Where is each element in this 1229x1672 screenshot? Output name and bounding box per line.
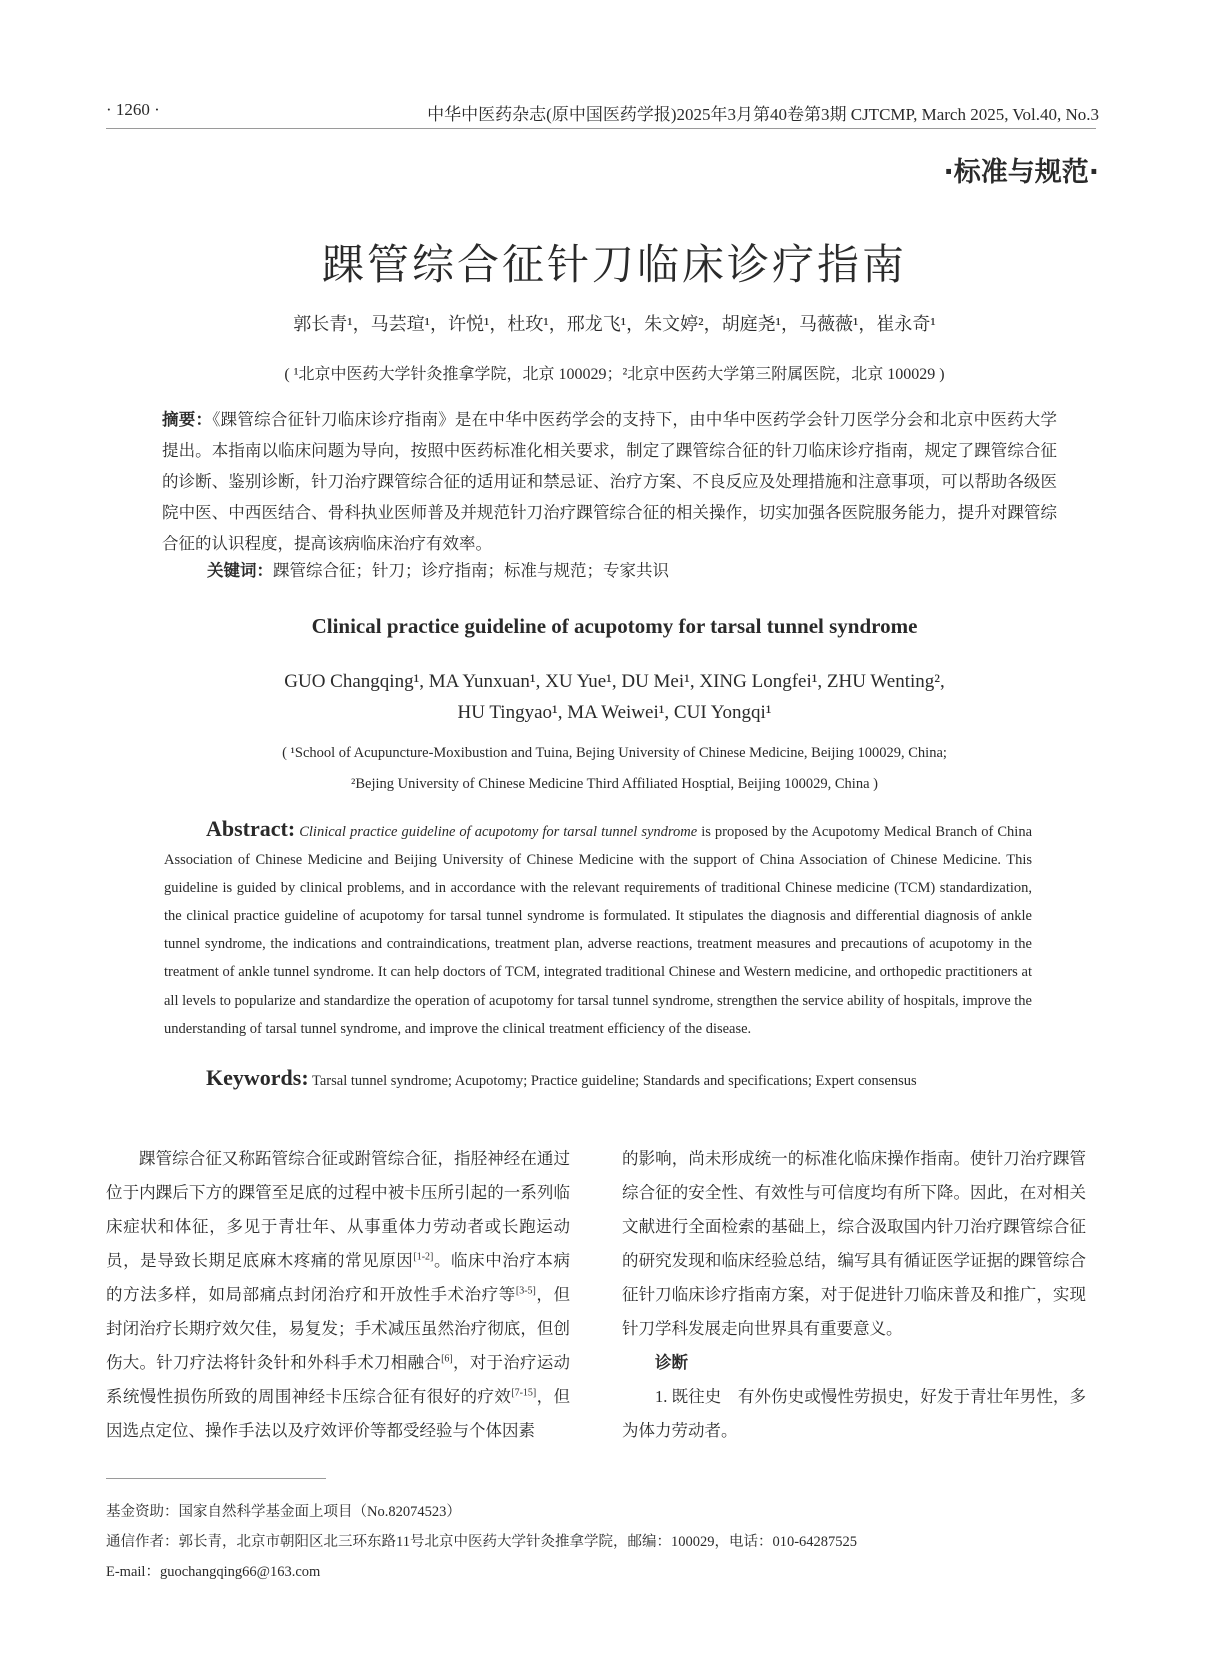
page-number: · 1260 · bbox=[106, 100, 160, 119]
citation: [1-2] bbox=[413, 1251, 434, 1263]
journal-running-head: 中华中医药杂志(原中国医药学报)2025年3月第40卷第3期 CJTCMP, March 2025, Vol.40, No.3 bbox=[427, 105, 1099, 124]
body-column-right bbox=[622, 1142, 1086, 1448]
body-paragraph: 1. 既往史 有外伤史或慢性劳损史，好发于青壮年男性，多为体力劳动者。 bbox=[622, 1387, 1086, 1440]
body-column-left bbox=[106, 1142, 570, 1448]
body-text: 踝管综合征又称跖管综合征或跗管综合征，指胫神经在通过位于内踝后下方的踝管至足底的过程中被卡压所引起的一系列临床症状和体征，多见于青壮年、从事重体力劳动者或长跑运动员，是导致长期足底麻木疼痛的常见原因 bbox=[106, 1149, 570, 1270]
authors-en bbox=[0, 666, 1229, 728]
affiliations-en-line2: ²Bejing University of Chinese Medicine Third Affiliated Hosptial, Beijing 100029, China ) bbox=[351, 776, 878, 792]
body-paragraph bbox=[106, 1142, 570, 1448]
keywords-en-label: Keywords: bbox=[206, 1065, 309, 1090]
abstract-cn bbox=[162, 404, 1057, 559]
keywords-en bbox=[164, 1066, 1032, 1093]
abstract-en-italic-title: Clinical practice guideline of acupotomy for tarsal tunnel syndrome bbox=[299, 824, 698, 840]
abstract-cn-label: 摘要： bbox=[162, 410, 213, 429]
keywords-cn-text: 踝管综合征；针刀；诊疗指南；标准与规范；专家共识 bbox=[273, 561, 669, 580]
abstract-en-label: Abstract: bbox=[206, 816, 296, 841]
footnote-fund: 基金资助：国家自然科学基金面上项目（No.82074523） bbox=[106, 1504, 461, 1520]
authors-en-line2: HU Tingyao¹, MA Weiwei¹, CUI Yongqi¹ bbox=[457, 702, 772, 723]
header-divider bbox=[106, 128, 1096, 129]
keywords-cn-label: 关键词： bbox=[207, 561, 273, 580]
body-text: ，但封闭治疗长期疗效欠佳，易复发；手术减压虽然治疗彻底，但创伤大。针刀疗法将针灸针和外科手术刀相融合 bbox=[106, 1285, 571, 1372]
section-heading-diagnosis: 诊断 bbox=[655, 1353, 688, 1372]
title-en: Clinical practice guideline of acupotomy for tarsal tunnel syndrome bbox=[311, 614, 918, 638]
body-paragraph: 的影响，尚未形成统一的标准化临床操作指南。使针刀治疗踝管综合征的安全性、有效性与可信度均有所下降。因此，在对相关文献进行全面检索的基础上，综合汲取国内针刀治疗踝管综合征的研究发现和临床经验总结，编写具有循证医学证据的踝管综合征针刀临床诊疗指南方案，对于促进针刀临床普及和推广，实现针刀学科发展走向世界具有重要意义。 bbox=[622, 1149, 1086, 1338]
footnote-divider bbox=[106, 1478, 326, 1479]
keywords-cn bbox=[207, 557, 669, 581]
authors-cn: 郭长青¹，马芸瑄¹，许悦¹，杜玫¹，邢龙飞¹，朱文婷²，胡庭尧¹，马薇薇¹，崔永奇¹ bbox=[293, 314, 936, 334]
title-cn: 踝管综合征针刀临床诊疗指南 bbox=[321, 240, 907, 289]
affiliations-en bbox=[0, 738, 1229, 800]
abstract-cn-text: 《踝管综合征针刀临床诊疗指南》是在中华中医药学会的支持下，由中华中医药学会针刀医学分会和北京中医药大学提出。本指南以临床问题为导向，按照中医药标准化相关要求，制定了踝管综合征的针刀临床诊疗指南，规定了踝管综合征的诊断、鉴别诊断，针刀治疗踝管综合征的适用证和禁忌证、治疗方案、不良反应及处理措施和注意事项，可以帮助各级医院中医、中西医结合、骨科执业医师普及并规范针刀治疗踝管综合征的相关操作，切实加强各医院服务能力，提升对踝管综合征的认识程度，提高该病临床治疗有效率。 bbox=[162, 410, 1058, 553]
authors-en-line1: GUO Changqing¹, MA Yunxuan¹, XU Yue¹, DU Mei¹, XING Longfei¹, ZHU Wenting², bbox=[284, 671, 945, 692]
affiliations-cn: ( ¹北京中医药大学针灸推拿学院，北京 100029；²北京中医药大学第三附属医院，北京 100029 ) bbox=[284, 366, 945, 383]
keywords-en-text: Tarsal tunnel syndrome; Acupotomy; Practice guideline; Standards and specifications; Expert consensus bbox=[308, 1073, 917, 1089]
abstract-en-text: is proposed by the Acupotomy Medical Branch of China Association of Chinese Medicine and Beijing University of Chinese Medicine with the support of China Association of Chinese Medicine. This guideline is guided by clinical problems, and in accordance with the relevant requirements of traditional Chinese medicine (TCM) standardization, the clinical practice guideline of acupotomy for tarsal tunnel syndrome is formulated. It stipulates the diagnosis and differential diagnosis of ankle tunnel syndrome, the indications and contraindications, treatment plan, adverse reactions, treatment measures and precautions of acupotomy in the treatment of ankle tunnel syndrome. It can help doctors of TCM, integrated traditional Chinese and Western medicine, and orthopedic practitioners at all levels to popularize and standardize the operation of acupotomy for tarsal tunnel syndrome, strengthen the service ability of hospitals, improve the understanding of tarsal tunnel syndrome, and improve the clinical treatment efficiency of the disease. bbox=[164, 824, 1033, 1037]
abstract-en bbox=[164, 815, 1032, 1043]
body-text: 。临床中治疗本病的方法多样，如局部痛点封闭治疗和开放性手术治疗等 bbox=[106, 1251, 571, 1304]
citation: [6] bbox=[441, 1353, 453, 1365]
section-label: ·标准与规范· bbox=[943, 157, 1099, 188]
body-text: ，但因选点定位、操作手法以及疗效评价等都受经验与个体因素 bbox=[106, 1387, 571, 1440]
body-text: ，对于治疗运动系统慢性损伤所致的周围神经卡压综合征有很好的疗效 bbox=[106, 1353, 571, 1406]
footnote-corresponding-author: 通信作者：郭长青，北京市朝阳区北三环东路11号北京中医药大学针灸推拿学院，邮编：100029，电话：010-64287525 bbox=[106, 1534, 858, 1550]
citation: [7-15] bbox=[511, 1387, 537, 1399]
footnote-email: E-mail：guochangqing66@163.com bbox=[106, 1564, 321, 1580]
citation: [3-5] bbox=[515, 1285, 536, 1297]
affiliations-en-line1: ( ¹School of Acupuncture-Moxibustion and Tuina, Bejing University of Chinese Medicine, Beijing 100029, China; bbox=[282, 745, 947, 761]
